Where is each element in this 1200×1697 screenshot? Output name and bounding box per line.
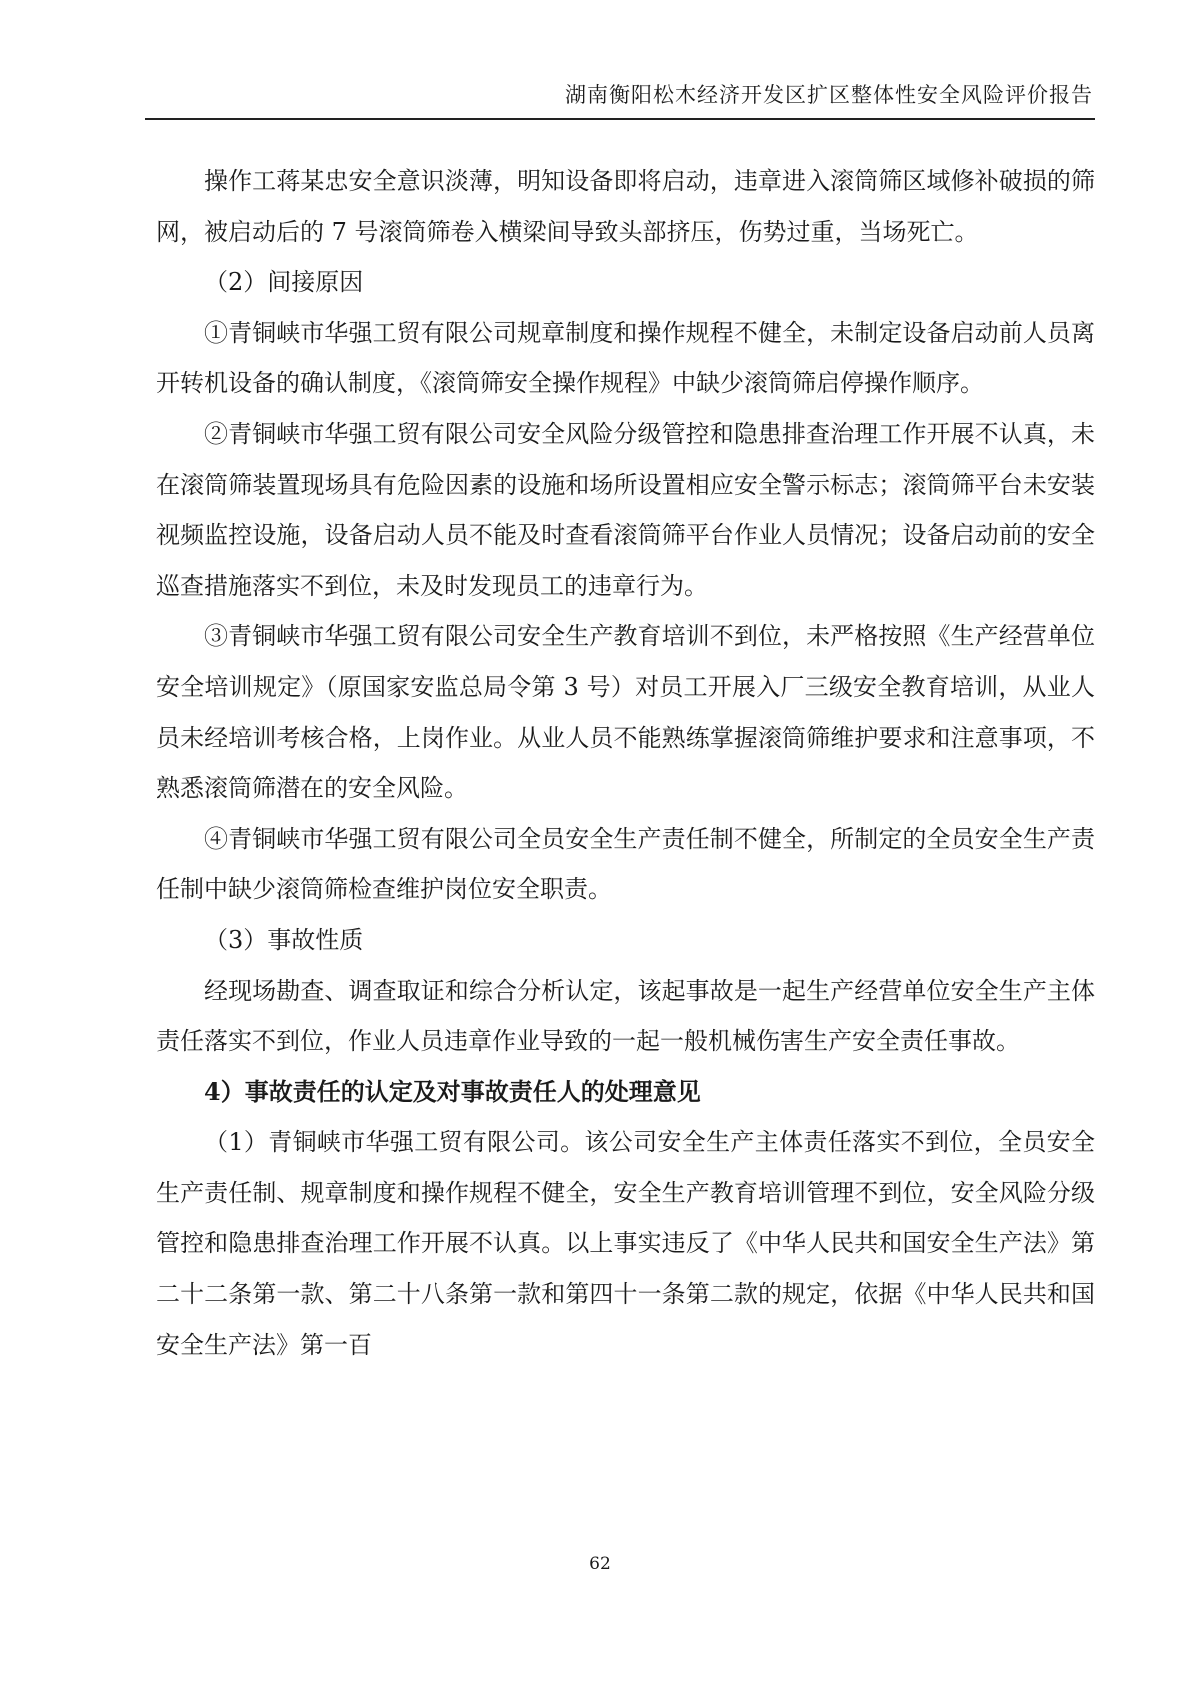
paragraph-cause-2: ②青铜峡市华强工贸有限公司安全风险分级管控和隐患排查治理工作开展不认真，未在滚筒筛装置现场具有危险因素的设施和场所设置相应安全警示标志；滚筒筛平台未安装视频监控设施，设备启动人员不能及时查看滚筒筛平台作业人员情况；设备启动前的安全巡查措施落实不到位，未及时发现员工的违章行为。: [156, 419, 1095, 600]
section-heading-responsibility: 4）事故责任的认定及对事故责任人的处理意见: [204, 1076, 701, 1106]
section-heading-accident-nature: （3）事故性质: [204, 925, 364, 954]
section-heading-indirect-cause: （2）间接原因: [204, 268, 364, 297]
paragraph-responsibility-1: （1）青铜峡市华强工贸有限公司。该公司安全生产主体责任落实不到位，全员安全生产责任制、规章制度和操作规程不健全，安全生产教育培训管理不到位，安全风险分级管控和隐患排查治理工作开展不认真。以上事实违反了《中华人民共和国安全生产法》第二十二条第一款、第二十八条第一款和第四十一条第二款的规定，依据《中华人民共和国安全生产法》第一百: [156, 1128, 1095, 1359]
paragraph-direct-cause: 操作工蒋某忠安全意识淡薄，明知设备即将启动，违章进入滚筒筛区域修补破损的筛网，被启动后的 7 号滚筒筛卷入横梁间导致头部挤压，伤势过重，当场死亡。: [156, 167, 1095, 246]
page-number: 62: [589, 1554, 611, 1574]
paragraph-accident-nature: 经现场勘查、调查取证和综合分析认定，该起事故是一起生产经营单位安全生产主体责任落实不到位，作业人员违章作业导致的一起一般机械伤害生产安全责任事故。: [156, 976, 1095, 1056]
paragraph-cause-4: ④青铜峡市华强工贸有限公司全员安全生产责任制不健全，所制定的全员安全生产责任制中缺少滚筒筛检查维护岗位安全职责。: [156, 824, 1095, 904]
paragraph-cause-1: ①青铜峡市华强工贸有限公司规章制度和操作规程不健全，未制定设备启动前人员离开转机设备的确认制度，《滚筒筛安全操作规程》中缺少滚筒筛启停操作顺序。: [156, 318, 1095, 398]
page-header: [145, 82, 1095, 120]
paragraph-cause-3: ③青铜峡市华强工贸有限公司安全生产教育培训不到位，未严格按照《生产经营单位安全培训规定》（原国家安监总局令第 3 号）对员工开展入厂三级安全教育培训，从业人员未经培训考核合格，上岗作业。从业人员不能熟练掌握滚筒筛维护要求和注意事项，不熟悉滚筒筛潜在的安全风险。: [156, 622, 1095, 803]
report-title: 湖南衡阳松木经济开发区扩区整体性安全风险评价报告: [565, 83, 1093, 107]
page-body: [156, 156, 1095, 1370]
